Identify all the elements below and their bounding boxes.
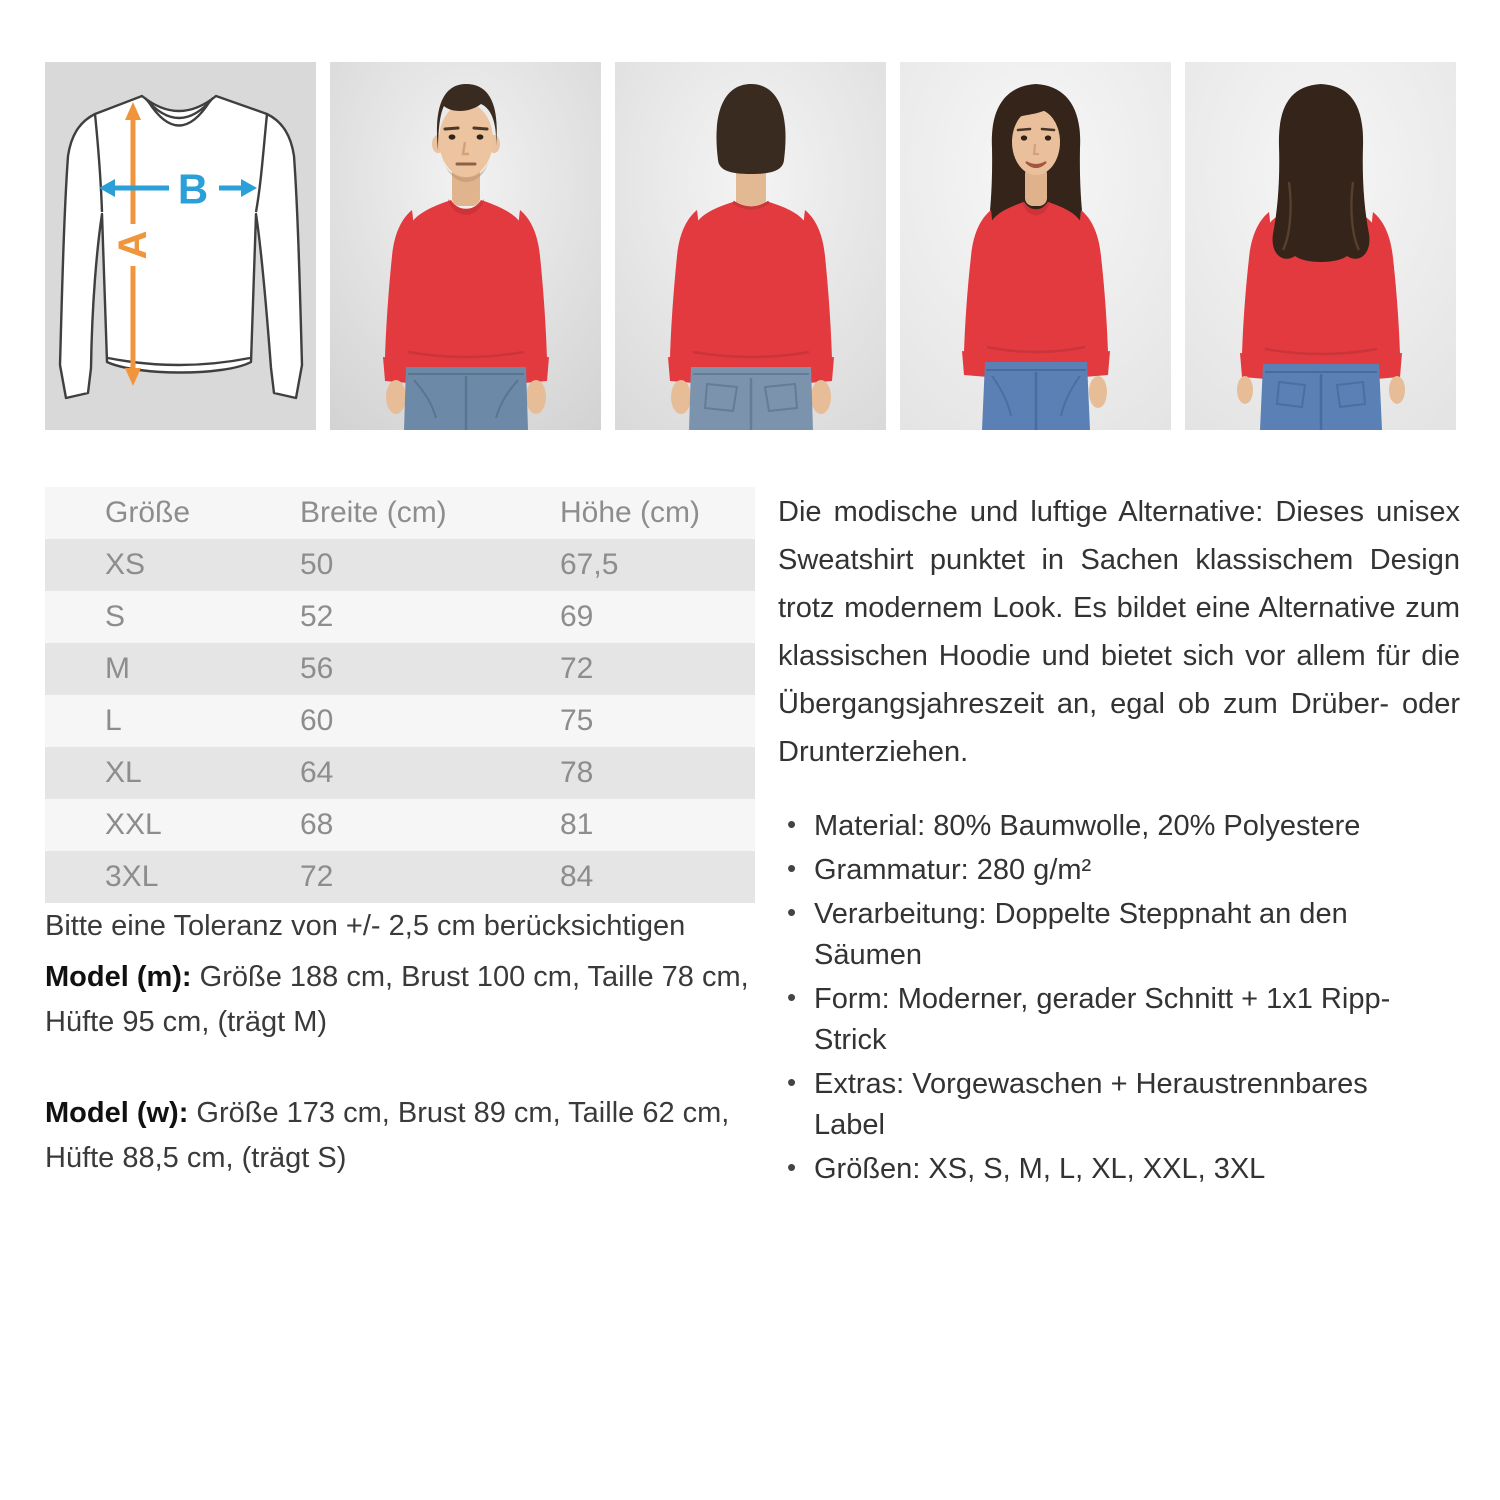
feature-item-material: • Material: 80% Baumwolle, 20% Polyestere [778, 806, 1440, 847]
table-row-xs [45, 539, 755, 591]
left-hand [1237, 376, 1253, 404]
model-m-text: Größe 188 cm, Brust 100 cm, Taille 78 cm, Hüfte 95 cm, (trägt M) [45, 961, 749, 1038]
table-row-3xl [45, 851, 755, 903]
table-cell: XXL [105, 808, 162, 841]
left-hand [671, 380, 691, 414]
photo-male-front [330, 62, 601, 430]
table-cell: 52 [300, 600, 334, 633]
feature-item-form: • Form: Moderner, gerader Schnitt + 1x1 Ripp-Strick [778, 979, 1440, 1061]
table-cell: 72 [560, 652, 594, 685]
photo-female-front [900, 62, 1171, 430]
table-cell: 68 [300, 808, 334, 841]
column-header-groesse: Größe [105, 496, 191, 529]
table-cell: 72 [300, 860, 334, 893]
model-m-info [45, 955, 759, 1045]
table-cell: 50 [300, 548, 334, 581]
right-hand [811, 380, 831, 414]
table-cell: 81 [560, 808, 594, 841]
hair-back [716, 84, 785, 174]
product-image-row [45, 62, 1456, 430]
size-table [45, 487, 755, 903]
feature-item-extras: • Extras: Vorgewaschen + Heraustrennbares Label [778, 1064, 1440, 1146]
product-description: Die modische und luftige Alternative: Dieses unisex Sweatshirt punktet in Sachen klassischem Design trotz modernem Look. Es bildet eine Alternative zum klassischen Hoodie und bietet sich vor allem für die Übergangsjahreszeit an, egal ob zum Drüber- oder Drunterziehen. [778, 496, 1460, 768]
size-diagram-panel [45, 62, 316, 430]
column-header-hoehe: Höhe (cm) [560, 496, 701, 529]
model-w-info [45, 1091, 759, 1181]
male-front-photo [330, 62, 601, 430]
height-arrow-label-a: A [111, 230, 155, 260]
male-back-photo [615, 62, 886, 430]
table-cell: XL [105, 756, 142, 789]
feature-list [778, 806, 1440, 1190]
right-hand [526, 380, 546, 414]
table-cell: M [105, 652, 130, 685]
table-cell: 56 [300, 652, 334, 685]
table-cell: S [105, 600, 126, 633]
table-cell: XS [105, 548, 146, 581]
female-back-photo [1185, 62, 1456, 430]
sweatshirt [383, 200, 549, 383]
model-m-label: Model (m): [45, 961, 192, 993]
model-w-text: Größe 173 cm, Brust 89 cm, Taille 62 cm, Hüfte 88,5 cm, (trägt S) [45, 1097, 730, 1174]
jeans-back [689, 367, 813, 430]
photo-female-back [1185, 62, 1456, 430]
product-info-column [778, 488, 1460, 1193]
table-cell: 84 [560, 860, 594, 893]
jeans-back [1260, 364, 1382, 430]
right-hand [1389, 376, 1405, 404]
female-front-photo [900, 62, 1171, 430]
table-row-l [45, 695, 755, 747]
table-cell: 75 [560, 704, 594, 737]
column-header-breite: Breite (cm) [300, 496, 447, 529]
photo-male-back [615, 62, 886, 430]
left-hand [386, 380, 406, 414]
table-cell: 69 [560, 600, 594, 633]
table-row-xl [45, 747, 755, 799]
face [439, 103, 493, 177]
table-cell: 3XL [105, 860, 159, 893]
table-row-s [45, 591, 755, 643]
feature-item-groessen: • Größen: XS, S, M, L, XL, XXL, 3XL [778, 1149, 1440, 1190]
tolerance-note: Bitte eine Toleranz von +/- 2,5 cm berücksichtigen [45, 910, 686, 942]
table-row-m [45, 643, 755, 695]
sweatshirt-measurement-diagram [45, 62, 316, 430]
table-cell: 78 [560, 756, 594, 789]
width-arrow-label-b: B [177, 165, 209, 213]
table-cell: 64 [300, 756, 334, 789]
measurement-notes [45, 905, 759, 1181]
jeans [982, 362, 1090, 430]
table-row-xxl [45, 799, 755, 851]
model-w-label: Model (w): [45, 1097, 189, 1129]
table-cell: 60 [300, 704, 334, 737]
table-cell: L [105, 704, 122, 737]
feature-item-grammatur: • Grammatur: 280 g/m² [778, 850, 1440, 891]
size-table-header-row [45, 487, 755, 539]
right-hand [1089, 376, 1107, 408]
jeans [404, 367, 528, 430]
feature-item-verarbeitung: • Verarbeitung: Doppelte Steppnaht an den Säumen [778, 894, 1440, 976]
table-cell: 67,5 [560, 548, 619, 581]
